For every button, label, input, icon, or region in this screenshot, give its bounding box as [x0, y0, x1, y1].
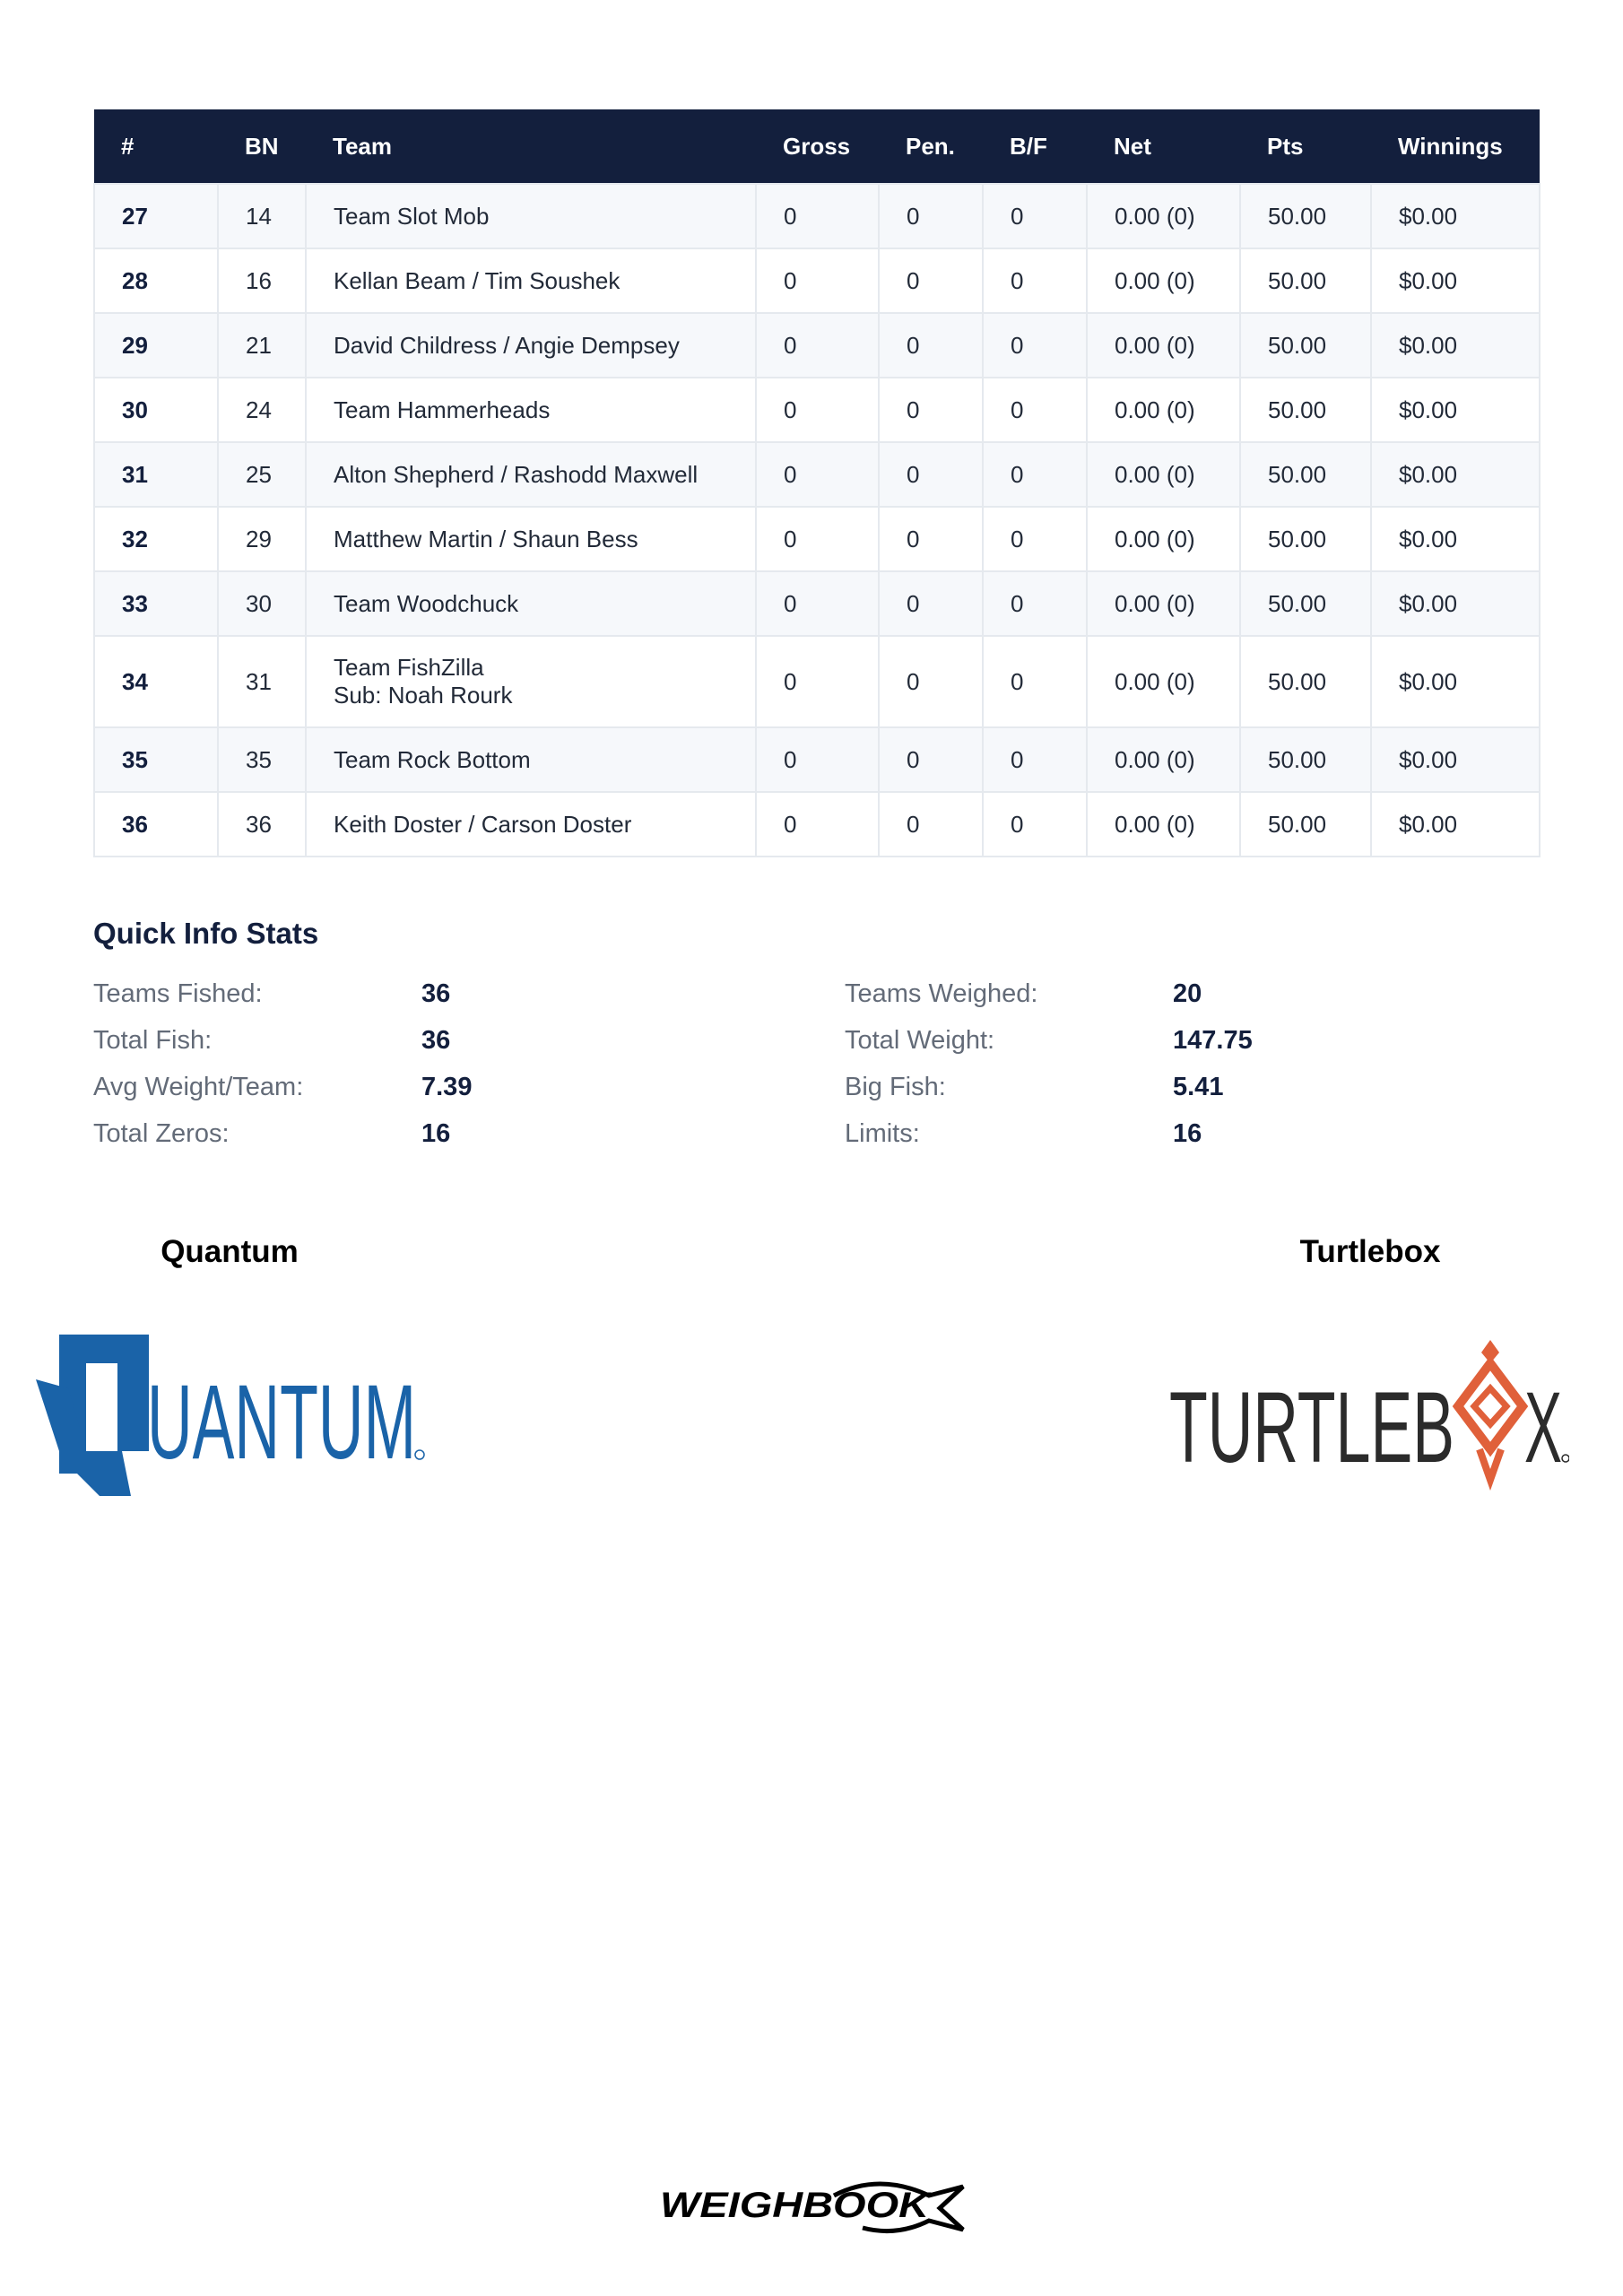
- cell-team: Kellan Beam / Tim Soushek: [306, 248, 756, 313]
- cell-team: [306, 636, 756, 727]
- table-row: [94, 792, 1540, 857]
- cell-gross: 0: [756, 571, 879, 636]
- cell-gross: 0: [756, 792, 879, 857]
- cell-pts: 50.00: [1240, 378, 1371, 442]
- quick-info-title: Quick Info Stats: [93, 917, 319, 950]
- stat-label-total-fish: Total Fish:: [93, 1026, 213, 1055]
- svg-text:X: X: [1524, 1371, 1562, 1483]
- cell-gross: 0: [756, 636, 879, 727]
- cell-team: Team Slot Mob: [306, 184, 756, 248]
- cell-gross: 0: [756, 378, 879, 442]
- cell-bf: 0: [983, 727, 1087, 792]
- turtlebox-logo: [1166, 1336, 1569, 1498]
- cell-pts: 50.00: [1240, 184, 1371, 248]
- cell-bn: 14: [218, 184, 306, 248]
- team-sub-angler: Sub: Noah Rourk: [334, 682, 513, 709]
- cell-pts: 50.00: [1240, 571, 1371, 636]
- cell-pts: 50.00: [1240, 507, 1371, 571]
- cell-gross: 0: [756, 442, 879, 507]
- cell-pen: 0: [879, 442, 983, 507]
- cell-rank: 34: [94, 636, 218, 727]
- table-row: [94, 571, 1540, 636]
- cell-bf: 0: [983, 507, 1087, 571]
- svg-text:WEIGHBOOK: WEIGHBOOK: [660, 2186, 933, 2225]
- table-row: [94, 442, 1540, 507]
- stat-value-total-zeros: 16: [421, 1119, 451, 1148]
- cell-winnings: $0.00: [1371, 507, 1540, 571]
- cell-net: 0.00 (0): [1087, 184, 1240, 248]
- cell-pen: 0: [879, 313, 983, 378]
- cell-winnings: $0.00: [1371, 636, 1540, 727]
- cell-bf: 0: [983, 378, 1087, 442]
- stat-label-teams-weighed: Teams Weighed:: [845, 979, 1038, 1008]
- cell-bn: 36: [218, 792, 306, 857]
- cell-winnings: $0.00: [1371, 248, 1540, 313]
- table-row: [94, 248, 1540, 313]
- cell-winnings: $0.00: [1371, 792, 1540, 857]
- cell-rank: 32: [94, 507, 218, 571]
- cell-pen: 0: [879, 727, 983, 792]
- table-row: [94, 727, 1540, 792]
- stat-value-limits: 16: [1173, 1119, 1202, 1148]
- stat-value-teams-fished: 36: [421, 979, 451, 1008]
- table-row: [94, 507, 1540, 571]
- cell-bf: 0: [983, 636, 1087, 727]
- col-header-pen: Pen.: [879, 109, 983, 184]
- cell-gross: 0: [756, 727, 879, 792]
- cell-rank: 27: [94, 184, 218, 248]
- cell-winnings: $0.00: [1371, 184, 1540, 248]
- cell-net: 0.00 (0): [1087, 442, 1240, 507]
- cell-rank: 30: [94, 378, 218, 442]
- stat-label-limits: Limits:: [845, 1119, 920, 1148]
- sponsor-name-turtlebox: Turtlebox: [1299, 1234, 1441, 1269]
- team-name: Team FishZilla: [334, 654, 484, 681]
- cell-bf: 0: [983, 792, 1087, 857]
- cell-team: Keith Doster / Carson Doster: [306, 792, 756, 857]
- quantum-logo: [32, 1326, 427, 1505]
- stat-label-total-zeros: Total Zeros:: [93, 1119, 230, 1148]
- table-header-row: [94, 109, 1540, 184]
- svg-text:UANTUM: UANTUM: [147, 1363, 416, 1482]
- cell-net: 0.00 (0): [1087, 313, 1240, 378]
- cell-gross: 0: [756, 313, 879, 378]
- cell-winnings: $0.00: [1371, 727, 1540, 792]
- cell-net: 0.00 (0): [1087, 571, 1240, 636]
- cell-bf: 0: [983, 248, 1087, 313]
- stat-value-teams-weighed: 20: [1173, 979, 1202, 1008]
- cell-pts: 50.00: [1240, 442, 1371, 507]
- cell-net: 0.00 (0): [1087, 727, 1240, 792]
- cell-team: David Childress / Angie Dempsey: [306, 313, 756, 378]
- cell-rank: 31: [94, 442, 218, 507]
- col-header-gross: Gross: [756, 109, 879, 184]
- stat-label-total-weight: Total Weight:: [845, 1026, 995, 1055]
- cell-pts: 50.00: [1240, 792, 1371, 857]
- col-header-team: Team: [306, 109, 756, 184]
- stat-value-avg-weight: 7.39: [421, 1073, 473, 1101]
- cell-rank: 33: [94, 571, 218, 636]
- cell-net: 0.00 (0): [1087, 792, 1240, 857]
- cell-bf: 0: [983, 313, 1087, 378]
- col-header-rank: #: [94, 109, 218, 184]
- cell-pen: 0: [879, 378, 983, 442]
- stat-label-teams-fished: Teams Fished:: [93, 979, 263, 1008]
- col-header-winnings: Winnings: [1371, 109, 1540, 184]
- cell-winnings: $0.00: [1371, 313, 1540, 378]
- cell-bf: 0: [983, 571, 1087, 636]
- cell-team: Team Woodchuck: [306, 571, 756, 636]
- cell-net: 0.00 (0): [1087, 507, 1240, 571]
- cell-bn: 35: [218, 727, 306, 792]
- cell-pen: 0: [879, 184, 983, 248]
- cell-pen: 0: [879, 571, 983, 636]
- cell-pts: 50.00: [1240, 727, 1371, 792]
- cell-team: Matthew Martin / Shaun Bess: [306, 507, 756, 571]
- cell-rank: 36: [94, 792, 218, 857]
- col-header-bn: BN: [218, 109, 306, 184]
- table-row: [94, 184, 1540, 248]
- cell-bn: 25: [218, 442, 306, 507]
- stat-value-total-fish: 36: [421, 1026, 451, 1055]
- cell-net: 0.00 (0): [1087, 248, 1240, 313]
- stat-value-total-weight: 147.75: [1173, 1026, 1253, 1055]
- cell-bn: 24: [218, 378, 306, 442]
- cell-team: Alton Shepherd / Rashodd Maxwell: [306, 442, 756, 507]
- cell-bn: 16: [218, 248, 306, 313]
- cell-net: 0.00 (0): [1087, 636, 1240, 727]
- results-table: [93, 109, 1541, 857]
- cell-gross: 0: [756, 184, 879, 248]
- cell-gross: 0: [756, 507, 879, 571]
- cell-winnings: $0.00: [1371, 442, 1540, 507]
- cell-pen: 0: [879, 636, 983, 727]
- cell-rank: 28: [94, 248, 218, 313]
- cell-rank: 35: [94, 727, 218, 792]
- cell-pen: 0: [879, 248, 983, 313]
- weighbook-logo: [655, 2170, 977, 2242]
- cell-bf: 0: [983, 184, 1087, 248]
- svg-text:TURTLEB: TURTLEB: [1169, 1371, 1454, 1483]
- cell-pts: 50.00: [1240, 313, 1371, 378]
- cell-bf: 0: [983, 442, 1087, 507]
- cell-winnings: $0.00: [1371, 378, 1540, 442]
- cell-bn: 31: [218, 636, 306, 727]
- stat-label-avg-weight: Avg Weight/Team:: [93, 1073, 304, 1101]
- cell-bn: 21: [218, 313, 306, 378]
- col-header-bf: B/F: [983, 109, 1087, 184]
- stat-value-big-fish: 5.41: [1173, 1073, 1224, 1101]
- cell-bn: 29: [218, 507, 306, 571]
- cell-bn: 30: [218, 571, 306, 636]
- sponsor-name-quantum: Quantum: [161, 1234, 299, 1269]
- cell-pen: 0: [879, 507, 983, 571]
- col-header-net: Net: [1087, 109, 1240, 184]
- cell-winnings: $0.00: [1371, 571, 1540, 636]
- cell-rank: 29: [94, 313, 218, 378]
- stat-label-big-fish: Big Fish:: [845, 1073, 946, 1101]
- table-row: [94, 636, 1540, 727]
- cell-gross: 0: [756, 248, 879, 313]
- cell-net: 0.00 (0): [1087, 378, 1240, 442]
- cell-pen: 0: [879, 792, 983, 857]
- table-row: [94, 378, 1540, 442]
- col-header-pts: Pts: [1240, 109, 1371, 184]
- cell-pts: 50.00: [1240, 636, 1371, 727]
- table-row: [94, 313, 1540, 378]
- cell-team: Team Hammerheads: [306, 378, 756, 442]
- cell-pts: 50.00: [1240, 248, 1371, 313]
- cell-team: Team Rock Bottom: [306, 727, 756, 792]
